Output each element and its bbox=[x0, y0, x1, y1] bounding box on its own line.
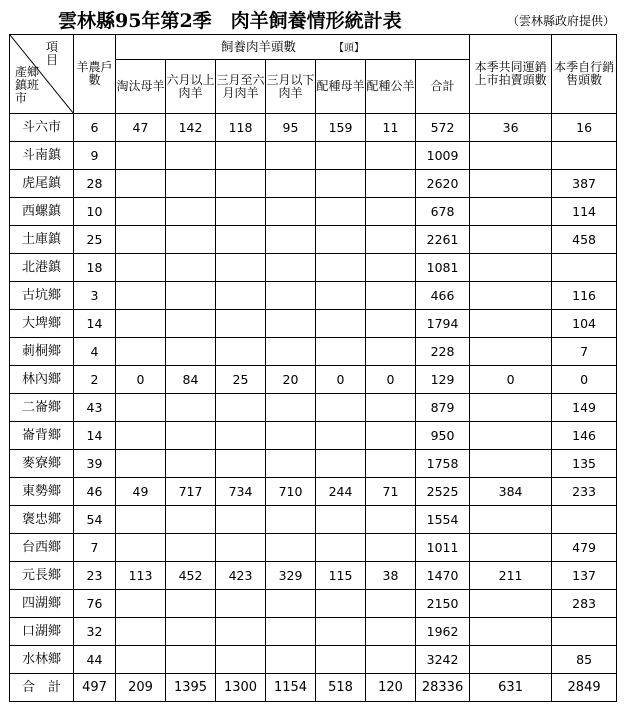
table-cell: 458 bbox=[552, 226, 617, 254]
header-sub-breeding-ewe: 配種母羊 bbox=[316, 60, 366, 114]
table-cell bbox=[316, 226, 366, 254]
table-row bbox=[10, 422, 617, 450]
table-cell: 39 bbox=[74, 450, 116, 478]
table-cell: 36 bbox=[470, 114, 552, 142]
table-cell bbox=[116, 618, 166, 646]
table-row bbox=[10, 310, 617, 338]
header-coop-sales: 本季共同運銷上市拍賣頭數 bbox=[470, 35, 552, 114]
table-cell bbox=[166, 646, 216, 674]
table-cell bbox=[552, 254, 617, 282]
table-row bbox=[10, 338, 617, 366]
table-cell bbox=[470, 198, 552, 226]
table-cell: 423 bbox=[216, 562, 266, 590]
township-name: 虎尾鎮 bbox=[10, 170, 74, 198]
table-cell: 3 bbox=[74, 282, 116, 310]
table-cell: 384 bbox=[470, 478, 552, 506]
table-cell bbox=[470, 310, 552, 338]
township-name: 東勢鄉 bbox=[10, 478, 74, 506]
table-cell: 114 bbox=[552, 198, 617, 226]
table-cell bbox=[316, 422, 366, 450]
table-row bbox=[10, 450, 617, 478]
table-row bbox=[10, 590, 617, 618]
table-cell: 2525 bbox=[416, 478, 470, 506]
table-cell: 466 bbox=[416, 282, 470, 310]
table-cell bbox=[266, 254, 316, 282]
table-cell: 18 bbox=[74, 254, 116, 282]
table-cell bbox=[266, 450, 316, 478]
table-cell: 135 bbox=[552, 450, 617, 478]
table-cell bbox=[216, 198, 266, 226]
table-cell: 1154 bbox=[266, 674, 316, 702]
table-cell bbox=[470, 422, 552, 450]
table-row bbox=[10, 282, 617, 310]
table-cell: 717 bbox=[166, 478, 216, 506]
table-cell bbox=[116, 394, 166, 422]
township-name: 斗六市 bbox=[10, 114, 74, 142]
table-cell: 16 bbox=[552, 114, 617, 142]
table-cell bbox=[470, 226, 552, 254]
table-cell: 28336 bbox=[416, 674, 470, 702]
table-cell bbox=[366, 254, 416, 282]
table-cell bbox=[366, 590, 416, 618]
source-note: （雲林縣政府提供） bbox=[506, 14, 615, 28]
table-cell bbox=[316, 646, 366, 674]
table-cell: 518 bbox=[316, 674, 366, 702]
township-name: 二崙鄉 bbox=[10, 394, 74, 422]
table-cell bbox=[166, 394, 216, 422]
table-cell: 32 bbox=[74, 618, 116, 646]
statistics-table bbox=[9, 34, 617, 702]
table-cell: 11 bbox=[366, 114, 416, 142]
table-cell: 76 bbox=[74, 590, 116, 618]
table-row bbox=[10, 170, 617, 198]
table-cell: 879 bbox=[416, 394, 470, 422]
table-cell: 734 bbox=[216, 478, 266, 506]
table-cell bbox=[266, 618, 316, 646]
table-cell bbox=[216, 142, 266, 170]
table-cell: 0 bbox=[470, 366, 552, 394]
table-cell bbox=[470, 618, 552, 646]
table-cell bbox=[166, 590, 216, 618]
township-name: 水林鄉 bbox=[10, 646, 74, 674]
table-cell: 43 bbox=[74, 394, 116, 422]
header-sub-3-6m: 三月至六月肉羊 bbox=[216, 60, 266, 114]
table-cell bbox=[266, 142, 316, 170]
table-cell bbox=[166, 198, 216, 226]
table-cell bbox=[316, 506, 366, 534]
table-cell bbox=[366, 142, 416, 170]
table-cell bbox=[470, 254, 552, 282]
table-cell: 44 bbox=[74, 646, 116, 674]
table-cell bbox=[166, 254, 216, 282]
table-cell bbox=[216, 394, 266, 422]
table-cell: 84 bbox=[166, 366, 216, 394]
table-cell: 47 bbox=[116, 114, 166, 142]
table-cell bbox=[116, 226, 166, 254]
header-unit: 【頭】 bbox=[334, 42, 365, 54]
corner-header bbox=[10, 35, 74, 114]
table-row bbox=[10, 646, 617, 674]
table-cell: 85 bbox=[552, 646, 617, 674]
table-cell: 159 bbox=[316, 114, 366, 142]
header-group bbox=[116, 35, 470, 60]
table-cell: 211 bbox=[470, 562, 552, 590]
header-farmers: 羊農戶數 bbox=[74, 35, 116, 114]
table-cell: 479 bbox=[552, 534, 617, 562]
table-cell bbox=[166, 618, 216, 646]
table-cell bbox=[316, 170, 366, 198]
table-cell bbox=[216, 282, 266, 310]
table-cell: 1962 bbox=[416, 618, 470, 646]
table-cell bbox=[216, 310, 266, 338]
township-name: 口湖鄉 bbox=[10, 618, 74, 646]
table-cell: 387 bbox=[552, 170, 617, 198]
table-cell bbox=[166, 310, 216, 338]
table-cell: 1470 bbox=[416, 562, 470, 590]
table-cell: 233 bbox=[552, 478, 617, 506]
corner-label-item: 項目 bbox=[45, 40, 58, 67]
header-group-label: 飼養肉羊頭數 bbox=[221, 38, 297, 54]
table-cell bbox=[166, 282, 216, 310]
table-cell: 6 bbox=[74, 114, 116, 142]
total-label: 合 計 bbox=[10, 674, 74, 702]
header-sub-cull-ewe: 淘汰母羊 bbox=[116, 60, 166, 114]
table-row bbox=[10, 478, 617, 506]
table-cell: 1794 bbox=[416, 310, 470, 338]
table-cell: 38 bbox=[366, 562, 416, 590]
table-cell bbox=[366, 618, 416, 646]
table-cell: 116 bbox=[552, 282, 617, 310]
table-cell bbox=[216, 226, 266, 254]
table-cell bbox=[216, 590, 266, 618]
township-name: 北港鎮 bbox=[10, 254, 74, 282]
table-cell bbox=[316, 590, 366, 618]
table-row bbox=[10, 562, 617, 590]
table-cell: 2 bbox=[74, 366, 116, 394]
table-cell bbox=[166, 142, 216, 170]
table-cell bbox=[366, 226, 416, 254]
table-cell bbox=[266, 170, 316, 198]
township-name: 林內鄉 bbox=[10, 366, 74, 394]
table-cell: 14 bbox=[74, 422, 116, 450]
table-cell: 146 bbox=[552, 422, 617, 450]
table-cell: 9 bbox=[74, 142, 116, 170]
township-name: 莿桐鄉 bbox=[10, 338, 74, 366]
table-cell: 1009 bbox=[416, 142, 470, 170]
table-cell: 572 bbox=[416, 114, 470, 142]
table-cell: 14 bbox=[74, 310, 116, 338]
table-cell: 23 bbox=[74, 562, 116, 590]
table-row bbox=[10, 114, 617, 142]
township-name: 崙背鄉 bbox=[10, 422, 74, 450]
table-cell bbox=[316, 198, 366, 226]
table-cell: 95 bbox=[266, 114, 316, 142]
table-cell bbox=[266, 282, 316, 310]
table-cell: 1758 bbox=[416, 450, 470, 478]
table-cell: 46 bbox=[74, 478, 116, 506]
table-cell bbox=[316, 282, 366, 310]
table-cell bbox=[116, 534, 166, 562]
table-cell: 244 bbox=[316, 478, 366, 506]
total-row bbox=[10, 674, 617, 702]
table-cell bbox=[266, 338, 316, 366]
table-cell bbox=[166, 338, 216, 366]
table-cell bbox=[216, 646, 266, 674]
table-cell bbox=[266, 646, 316, 674]
table-cell: 25 bbox=[216, 366, 266, 394]
table-cell: 115 bbox=[316, 562, 366, 590]
table-cell: 283 bbox=[552, 590, 617, 618]
table-cell bbox=[470, 646, 552, 674]
header-sub-over-6m: 六月以上肉羊 bbox=[166, 60, 216, 114]
township-name: 斗南鎮 bbox=[10, 142, 74, 170]
table-cell bbox=[116, 310, 166, 338]
table-row bbox=[10, 506, 617, 534]
table-cell bbox=[366, 450, 416, 478]
table-cell bbox=[166, 226, 216, 254]
table-cell bbox=[316, 394, 366, 422]
table-cell bbox=[116, 282, 166, 310]
table-cell: 710 bbox=[266, 478, 316, 506]
table-cell: 28 bbox=[74, 170, 116, 198]
table-cell bbox=[316, 142, 366, 170]
table-cell bbox=[470, 590, 552, 618]
table-cell bbox=[316, 534, 366, 562]
table-row bbox=[10, 142, 617, 170]
table-cell: 2849 bbox=[552, 674, 617, 702]
table-cell bbox=[470, 394, 552, 422]
table-cell bbox=[552, 618, 617, 646]
table-cell bbox=[266, 310, 316, 338]
table-cell bbox=[266, 394, 316, 422]
table-cell bbox=[166, 506, 216, 534]
table-cell: 497 bbox=[74, 674, 116, 702]
table-cell: 2261 bbox=[416, 226, 470, 254]
table-cell bbox=[366, 534, 416, 562]
table-cell: 329 bbox=[266, 562, 316, 590]
table-cell: 104 bbox=[552, 310, 617, 338]
table-cell: 142 bbox=[166, 114, 216, 142]
table-cell: 129 bbox=[416, 366, 470, 394]
table-cell: 2620 bbox=[416, 170, 470, 198]
table-cell: 452 bbox=[166, 562, 216, 590]
header-sub-subtotal: 合計 bbox=[416, 60, 470, 114]
table-cell: 678 bbox=[416, 198, 470, 226]
table-cell bbox=[366, 506, 416, 534]
table-cell bbox=[470, 534, 552, 562]
table-cell bbox=[266, 422, 316, 450]
corner-label-township: 產鄉鎮班市 bbox=[15, 65, 40, 105]
table-row bbox=[10, 254, 617, 282]
table-cell bbox=[316, 254, 366, 282]
table-cell bbox=[116, 142, 166, 170]
township-name: 土庫鎮 bbox=[10, 226, 74, 254]
table-row bbox=[10, 534, 617, 562]
table-cell bbox=[470, 338, 552, 366]
township-name: 西螺鎮 bbox=[10, 198, 74, 226]
table-cell bbox=[470, 142, 552, 170]
table-cell bbox=[470, 506, 552, 534]
table-cell bbox=[216, 506, 266, 534]
table-cell bbox=[216, 534, 266, 562]
table-cell bbox=[116, 506, 166, 534]
table-cell: 137 bbox=[552, 562, 617, 590]
table-cell: 49 bbox=[116, 478, 166, 506]
table-cell bbox=[366, 422, 416, 450]
table-cell bbox=[116, 590, 166, 618]
table-cell: 120 bbox=[366, 674, 416, 702]
table-cell bbox=[316, 338, 366, 366]
header-sub-under-3m: 三月以下肉羊 bbox=[266, 60, 316, 114]
table-cell bbox=[316, 310, 366, 338]
table-cell bbox=[316, 618, 366, 646]
table-cell bbox=[470, 282, 552, 310]
table-cell bbox=[116, 338, 166, 366]
table-cell: 0 bbox=[366, 366, 416, 394]
table-cell: 631 bbox=[470, 674, 552, 702]
table-cell bbox=[366, 170, 416, 198]
table-cell bbox=[366, 282, 416, 310]
table-row bbox=[10, 226, 617, 254]
township-name: 元長鄉 bbox=[10, 562, 74, 590]
table-cell bbox=[166, 170, 216, 198]
table-cell bbox=[366, 394, 416, 422]
table-cell: 113 bbox=[116, 562, 166, 590]
table-cell: 0 bbox=[552, 366, 617, 394]
township-name: 四湖鄉 bbox=[10, 590, 74, 618]
table-cell bbox=[470, 450, 552, 478]
table-body bbox=[10, 114, 617, 702]
table-cell bbox=[366, 310, 416, 338]
table-cell bbox=[216, 422, 266, 450]
township-name: 台西鄉 bbox=[10, 534, 74, 562]
township-name: 古坑鄉 bbox=[10, 282, 74, 310]
page-title: 雲林縣95年第2季 肉羊飼養情形統計表 bbox=[58, 10, 402, 32]
table-cell: 25 bbox=[74, 226, 116, 254]
table-cell bbox=[366, 198, 416, 226]
table-cell bbox=[266, 506, 316, 534]
header-sub-breeding-ram: 配種公羊 bbox=[366, 60, 416, 114]
table-cell: 10 bbox=[74, 198, 116, 226]
table-cell bbox=[316, 450, 366, 478]
table-cell bbox=[266, 198, 316, 226]
table-row bbox=[10, 394, 617, 422]
table-cell bbox=[552, 506, 617, 534]
table-cell: 1081 bbox=[416, 254, 470, 282]
table-row bbox=[10, 198, 617, 226]
table-cell: 228 bbox=[416, 338, 470, 366]
table-cell: 118 bbox=[216, 114, 266, 142]
township-name: 麥寮鄉 bbox=[10, 450, 74, 478]
table-cell bbox=[166, 450, 216, 478]
table-cell bbox=[216, 254, 266, 282]
table-cell bbox=[116, 198, 166, 226]
table-cell bbox=[166, 534, 216, 562]
table-cell bbox=[216, 338, 266, 366]
township-name: 大埤鄉 bbox=[10, 310, 74, 338]
table-cell: 1300 bbox=[216, 674, 266, 702]
table-cell bbox=[116, 422, 166, 450]
table-row bbox=[10, 366, 617, 394]
table-cell bbox=[116, 646, 166, 674]
table-cell bbox=[266, 590, 316, 618]
table-cell bbox=[470, 170, 552, 198]
table-cell bbox=[166, 422, 216, 450]
table-cell bbox=[552, 142, 617, 170]
table-cell bbox=[266, 226, 316, 254]
township-name: 褒忠鄉 bbox=[10, 506, 74, 534]
table-cell: 20 bbox=[266, 366, 316, 394]
table-row bbox=[10, 618, 617, 646]
table-cell: 4 bbox=[74, 338, 116, 366]
table-cell bbox=[216, 170, 266, 198]
table-cell bbox=[216, 450, 266, 478]
table-cell: 0 bbox=[116, 366, 166, 394]
table-cell bbox=[366, 646, 416, 674]
table-cell bbox=[366, 338, 416, 366]
table-cell bbox=[266, 534, 316, 562]
table-cell bbox=[116, 254, 166, 282]
table-cell: 3242 bbox=[416, 646, 470, 674]
table-cell bbox=[116, 450, 166, 478]
table-cell: 1554 bbox=[416, 506, 470, 534]
table-cell: 2150 bbox=[416, 590, 470, 618]
table-cell: 0 bbox=[316, 366, 366, 394]
table-cell: 54 bbox=[74, 506, 116, 534]
table-cell: 7 bbox=[74, 534, 116, 562]
table-cell: 1011 bbox=[416, 534, 470, 562]
table-cell bbox=[216, 618, 266, 646]
table-cell: 209 bbox=[116, 674, 166, 702]
table-cell bbox=[116, 170, 166, 198]
table-cell: 7 bbox=[552, 338, 617, 366]
header-self-sales: 本季自行銷售頭數 bbox=[552, 35, 617, 114]
table-cell: 71 bbox=[366, 478, 416, 506]
table-cell: 1395 bbox=[166, 674, 216, 702]
table-cell: 149 bbox=[552, 394, 617, 422]
table-cell: 950 bbox=[416, 422, 470, 450]
